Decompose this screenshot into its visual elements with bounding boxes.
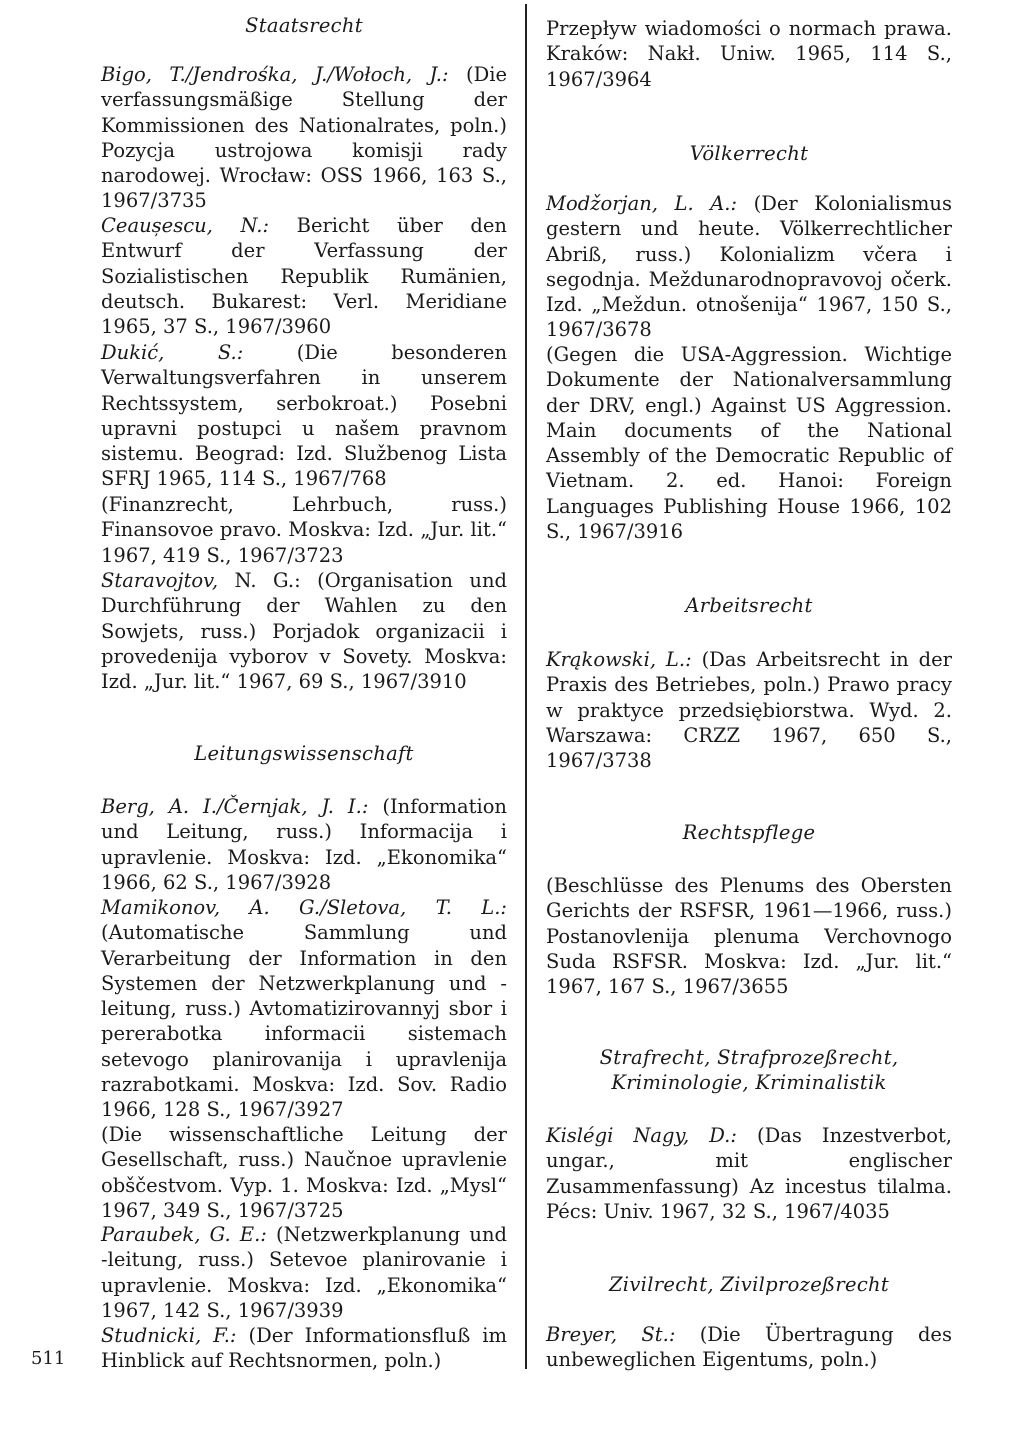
entry-author: Bigo, T./Jendrośka, J./Wołoch, J.: xyxy=(101,63,449,86)
section-heading-zivilrecht: Zivilrecht, Zivilprozeßrecht xyxy=(608,1273,890,1296)
bibliography-entry xyxy=(546,342,952,544)
entry-author: Mamikonov, A. G./Sletova, T. L.: xyxy=(101,896,507,919)
entry-author: Breyer, St.: xyxy=(546,1323,676,1346)
section-heading-voelkerrecht: Völkerrecht xyxy=(689,142,809,165)
bibliography-entry xyxy=(101,1122,507,1223)
entry-continuation: Przepływ wiadomości o normach prawa. Kraków: Nakł. Uniw. 1965, 114 S., 1967/3964 xyxy=(546,17,952,91)
entry-author: Kislégi Nagy, D.: xyxy=(546,1124,737,1147)
bibliography-entry xyxy=(101,568,507,694)
entry-text: (Die verfassungsmäßige Stellung der Kommissionen des Nationalrates, poln.) Pozycja ustrojowa komisji rady narodowej. Wrocław: OSS 1966, 163 S., 1967/3735 xyxy=(101,63,508,213)
entry-author: Dukić, S.: xyxy=(101,341,244,364)
entry-author: Staravojtov, xyxy=(101,569,219,592)
bibliography-entry xyxy=(546,191,952,343)
entry-text: (Die besonderen Verwaltungsverfahren in unserem Rechtssystem, serbokroat.) Posebni upravni postupci u našem pravnom sistemu. Beograd: Izd. Službenog Lista SFRJ 1965, 114 S., 1967/768 xyxy=(101,341,508,491)
bibliography-entry xyxy=(546,1123,952,1224)
bibliography-entry xyxy=(101,492,507,568)
bibliography-entry xyxy=(101,794,507,895)
entry-text: (Das Inzestverbot, ungar., mit englischer Zusammenfassung) Az incestus tilalma. Pécs: Univ. 1967, 32 S., 1967/4035 xyxy=(546,1124,952,1223)
section-heading-leitungswissenschaft: Leitungswissenschaft xyxy=(194,742,414,765)
bibliography-entry xyxy=(101,213,507,339)
entry-author: Berg, A. I./Černjak, J. I.: xyxy=(101,795,369,818)
entry-text: (Die Übertragung des unbeweglichen Eigentums, poln.) xyxy=(546,1323,952,1372)
entry-text: (Information und Leitung, russ.) Informacija i upravlenie. Moskva: Izd. „Ekonomika“ 1966, 62 S., 1967/3928 xyxy=(101,795,507,894)
entry-author: Modžorjan, L. A.: xyxy=(546,192,738,215)
bibliography-entry xyxy=(101,1222,507,1323)
entry-author: Ceaușescu, N.: xyxy=(101,214,270,237)
entry-author: Krąkowski, L.: xyxy=(546,648,692,671)
entry-text: (Der Informationsfluß im Hinblick auf Rechtsnormen, poln.) xyxy=(101,1324,507,1373)
entry-text: (Die wissenschaftliche Leitung der Gesellschaft, russ.) Naučnoe upravlenie obščestvom. Vyp. 1. Moskva: Izd. „Mysl“ 1967, 349 S., 1967/3725 xyxy=(101,1123,507,1222)
entry-text: N. G.: (Organisation und Durchführung der Wahlen zu den Sowjets, russ.) Porjadok organizacii i provedenija vyborov v Sovety. Moskva: Izd. „Jur. lit.“ 1967, 69 S., 1967/3910 xyxy=(101,569,507,694)
entry-text: Bericht über den Entwurf der Verfassung der Sozialistischen Republik Rumänien, deutsch. Bukarest: Verl. Meridiane 1965, 37 S., 1967/3960 xyxy=(101,214,507,339)
column-divider xyxy=(525,4,527,1369)
bibliography-entry xyxy=(101,62,507,214)
section-heading-staatsrecht: Staatsrecht xyxy=(245,14,363,37)
entry-text: (Der Kolonialismus gestern und heute. Völkerrechtlicher Abriß, russ.) Kolonializm včera i segodnja. Meždunarodnopravovoj očerk. Izd. „Meždun. otnošenija“ 1967, 150 S., 1967/3678 xyxy=(546,192,952,342)
bibliography-entry xyxy=(101,895,507,1123)
bibliography-entry xyxy=(546,647,952,773)
bibliography-entry xyxy=(546,1322,952,1373)
entry-text: (Automatische Sammlung und Verarbeitung der Information in den Systemen der Netzwerkplanung und -leitung, russ.) Avtomatizirovannyj sbor i pererabotka informacii sistemach setevogo planirovanija i upravlenija razrabotkami. Moskva: Izd. Sov. Radio 1966, 128 S., 1967/3927 xyxy=(101,921,507,1122)
entry-author: Studnicki, F.: xyxy=(101,1324,237,1347)
section-heading-kriminologie: Kriminologie, Kriminalistik xyxy=(611,1071,887,1094)
section-heading-arbeitsrecht: Arbeitsrecht xyxy=(685,594,813,617)
section-heading-rechtspflege: Rechtspflege xyxy=(682,821,816,844)
entry-text: (Finanzrecht, Lehrbuch, russ.) Finansovoe pravo. Moskva: Izd. „Jur. lit.“ 1967, 419 S., 1967/3723 xyxy=(101,493,507,567)
page-number: 511 xyxy=(31,1348,66,1369)
entry-text: (Gegen die USA-Aggression. Wichtige Dokumente der Nationalversammlung der DRV, engl.) Against US Aggression. Main documents of the National Assembly of the Democratic Republic of Vietnam. 2. ed. Hanoi: Foreign Languages Publishing House 1966, 102 S., 1967/3916 xyxy=(546,343,952,544)
entry-text: (Das Arbeitsrecht in der Praxis des Betriebes, poln.) Prawo pracy w praktyce przedsiębiorstwa. Wyd. 2. Warszawa: CRZZ 1967, 650 S., 1967/3738 xyxy=(546,648,952,773)
entry-text: (Netzwerkplanung und -leitung, russ.) Setevoe planirovanie i upravlenie. Moskva: Izd. „Ekonomika“ 1967, 142 S., 1967/3939 xyxy=(101,1223,507,1322)
entry-author: Paraubek, G. E.: xyxy=(101,1223,267,1246)
section-heading-strafrecht: Strafrecht, Strafprozeßrecht, xyxy=(599,1046,899,1069)
bibliography-entry xyxy=(546,873,952,999)
entry-text: (Beschlüsse des Plenums des Obersten Gerichts der RSFSR, 1961—1966, russ.) Postanovlenija plenuma Verchovnogo Suda RSFSR. Moskva: Izd. „Jur. lit.“ 1967, 167 S., 1967/3655 xyxy=(546,874,952,999)
bibliography-entry xyxy=(101,340,507,492)
bibliography-entry xyxy=(101,1323,507,1374)
